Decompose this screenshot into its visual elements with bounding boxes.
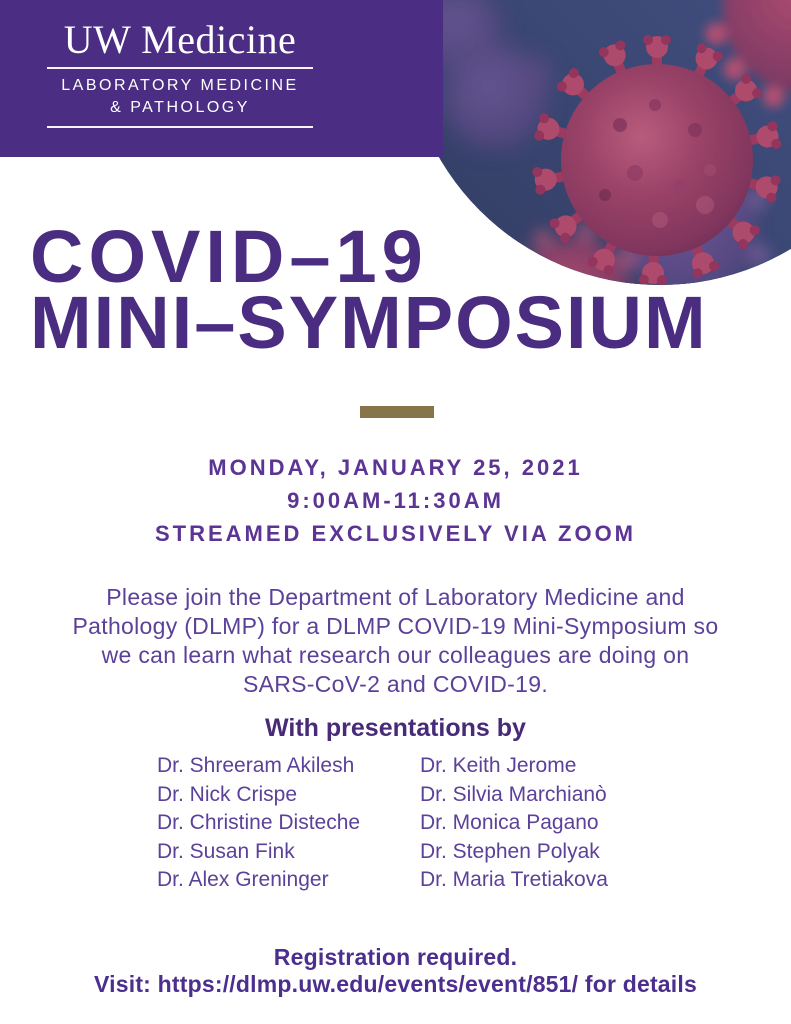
brand-dept-line1: LABORATORY MEDICINE: [61, 77, 299, 94]
intro-line: we can learn what research our colleagues are doing on: [101, 642, 690, 668]
event-date: MONDAY, JANUARY 25, 2021: [208, 455, 583, 480]
event-title-line2: MINI–SYMPOSIUM: [30, 281, 708, 364]
brand-header: [0, 0, 443, 157]
event-stream: STREAMED EXCLUSIVELY VIA ZOOM: [154, 521, 637, 546]
event-time: 9:00AM-11:30AM: [287, 488, 504, 513]
event-details: [0, 451, 791, 550]
intro-line: Please join the Department of Laboratory Medicine and: [106, 584, 685, 610]
presenter-name: Dr. Susan Fink: [157, 839, 295, 863]
registration-url: Visit: https://dlmp.uw.edu/events/event/851/ for details: [94, 971, 697, 997]
event-title: [30, 215, 708, 364]
intro-paragraph: [0, 583, 791, 699]
gold-divider: [360, 406, 434, 418]
presenter-name: Dr. Monica Pagano: [420, 811, 599, 834]
presenters-heading: With presentations by: [265, 714, 526, 742]
presenter-name: Dr. Nick Crispe: [157, 782, 298, 806]
presenter-name: Dr. Stephen Polyak: [420, 839, 600, 863]
registration-note: Registration required.: [273, 944, 518, 970]
brand-divider-top: [47, 67, 313, 69]
event-title-line1: COVID–19: [30, 215, 428, 298]
presenter-name: Dr. Christine Disteche: [157, 811, 361, 834]
brand-name: UW Medicine: [63, 17, 297, 62]
presenter-name: Dr. Silvia Marchianò: [420, 782, 607, 806]
intro-line: SARS-CoV-2 and COVID-19.: [242, 671, 549, 697]
presenter-name: Dr. Keith Jerome: [420, 754, 577, 777]
intro-line: Pathology (DLMP) for a DLMP COVID-19 Mini-Symposium so: [72, 613, 719, 639]
footer: [0, 944, 791, 998]
brand-dept-line2: & PATHOLOGY: [110, 99, 250, 116]
presenter-column-1: [157, 752, 420, 895]
presenter-name: Dr. Maria Tretiakova: [420, 868, 608, 891]
presenter-column-2: [420, 752, 647, 895]
brand-divider-bottom: [47, 126, 313, 128]
presenter-columns: [157, 752, 647, 895]
presenter-name: Dr. Shreeram Akilesh: [157, 754, 355, 777]
brand-lockup: [47, 17, 313, 128]
presenter-name: Dr. Alex Greninger: [157, 868, 329, 891]
